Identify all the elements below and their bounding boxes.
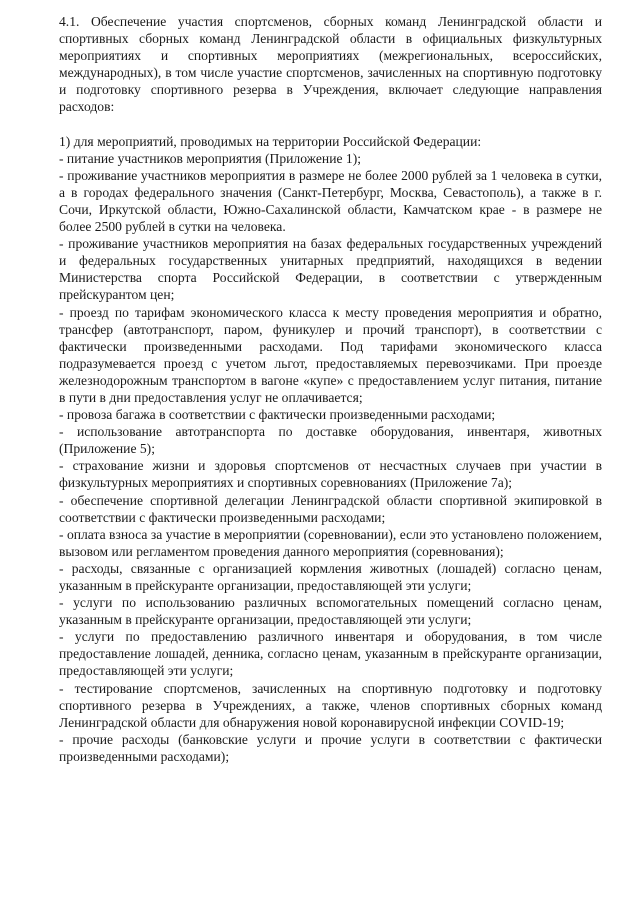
expense-item-insurance: - страхование жизни и здоровья спортсменов от несчастных случаев при участии в физкультурных мероприятиях и спортивных соревнованиях (Приложение 7а); xyxy=(59,458,602,491)
intro-paragraph: 4.1. Обеспечение участия спортсменов, сборных команд Ленинградской области и спортивных сборных команд Ленинградской области в официальных физкультурных мероприятиях и спортивных мероприятиях (межрегиональных, всероссийских, международных), в том числе участие спортсменов, зачисленных на спортивную подготовку и подготовку спортивного резерва в Учреждения, включает следующие направления расходов: xyxy=(59,14,602,115)
expense-item-other: - прочие расходы (банковские услуги и прочие услуги в соответствии с фактически произведенными расходами); xyxy=(59,731,602,764)
expense-item-meals: - питание участников мероприятия (Приложение 1); xyxy=(59,150,361,166)
expense-item-entry-fee: - оплата взноса за участие в мероприятии (соревновании), если это установлено положением, вызовом или регламентом проведения данного мероприятия (соревнования); xyxy=(59,526,602,559)
expense-item-baggage: - провоза багажа в соответствии с фактически произведенными расходами; xyxy=(59,407,496,423)
expense-item-travel: - проезд по тарифам экономического класса к месту проведения мероприятия и обратно, трансфер (автотранспорт, паром, фуникулер и прочий транспорт), в соответствии с фактически произведенными расходами. Под тарифами экономического класса подразумевается проезд с учетом льгот, предоставляемых перевозчиками. При проезде железнодорожным транспортом в вагоне «купе» с предоставлением услуг питания, питание в пути в дни предоставления услуг не оплачивается; xyxy=(59,304,602,405)
expense-item-accommodation-limit: - проживание участников мероприятия в размере не более 2000 рублей за 1 человека в сутки, а в городах федерального значения (Санкт-Петербург, Москва, Севастополь), а также в г. Сочи, Иркутской области, Южно-Сахалинской области, Камчатском крае - в размере не более 2500 рублей в сутки на человека. xyxy=(59,167,602,235)
expense-item-animal-feeding: - расходы, связанные с организацией кормления животных (лошадей) согласно ценам, указанным в прейскуранте организации, предоставляющей эти услуги; xyxy=(59,560,602,593)
document-page xyxy=(59,13,602,765)
expense-item-vehicle-transport: - использование автотранспорта по доставке оборудования, инвентаря, животных (Приложение 5); xyxy=(59,424,602,457)
section-heading: 1) для мероприятий, проводимых на территории Российской Федерации: xyxy=(59,133,482,149)
expense-item-inventory-rental: - услуги по предоставлению различного инвентаря и оборудования, в том числе предоставление лошадей, денника, согласно ценам, указанным в прейскуранте организации, предоставляющей эти услуги; xyxy=(59,629,602,679)
expense-item-accommodation-federal-bases: - проживание участников мероприятия на базах федеральных государственных учреждений и федеральных государственных унитарных предприятий, находящихся в ведении Министерства спорта Российской Федерации, в соответствии с утвержденным прейскурантом цен; xyxy=(59,236,602,303)
paragraph-spacer xyxy=(59,116,602,133)
expense-item-auxiliary-premises: - услуги по использованию различных вспомогательных помещений согласно ценам, указанным в прейскуранте организации, предоставляющей эти услуги; xyxy=(59,595,602,628)
expense-item-covid-testing: - тестирование спортсменов, зачисленных на спортивную подготовку и подготовку спортивного резерва в Учреждениях, а также, членов спортивных сборных команд Ленинградской области для обнаружения новой коронавирусной инфекции COVID-19; xyxy=(59,680,602,730)
expense-item-equipment: - обеспечение спортивной делегации Ленинградской области спортивной экипировкой в соответствии с фактически произведенными расходами; xyxy=(59,492,602,525)
